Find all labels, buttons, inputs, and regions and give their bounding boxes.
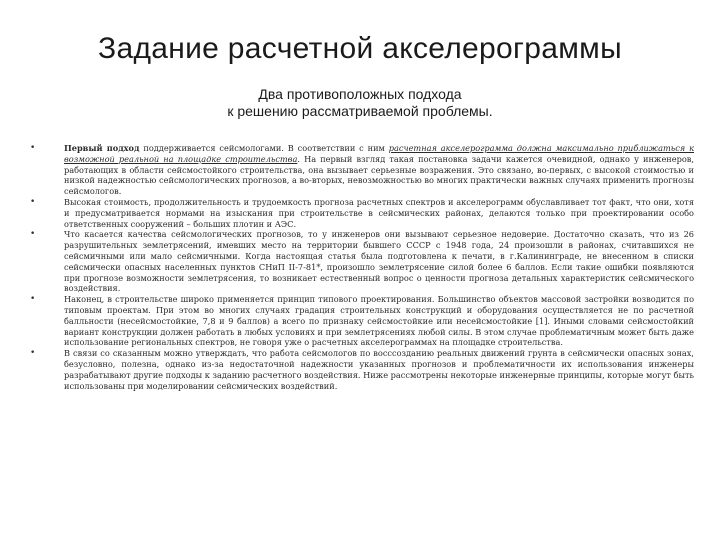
bullet-dot-icon: • [30, 294, 36, 305]
bullet-dot-icon: • [30, 143, 36, 153]
bullet-item-cost [28, 197, 694, 229]
bullet-dot-icon: • [30, 229, 36, 240]
slide-title: Задание расчетной акселерограммы [98, 32, 622, 65]
bullet-text-a: поддерживается сейсмологами. В соответствии с ним [139, 143, 389, 153]
bullet-item-quality [28, 229, 694, 294]
bullet-item-first-approach [28, 143, 694, 197]
bullet-dot-icon: • [30, 196, 36, 207]
bullet-emphasis: расчетная акселерограмма должна максимально приближаться к возможной реальной на площадке строительства [64, 143, 694, 164]
bullet-lead-bold: Первый подход [64, 143, 140, 153]
bullet-text: В связи со сказанным можно утверждать, что работа сейсмологов по восссозданию реальных движений грунта в сейсмически опасных зонах, безусловно, полезна, однако из-за недостаточной надежности указанных прогнозов и проблематичности их использования инженеры разрабатывают другие подходы к заданию расчетного воздействия. Ниже рассмотрены некоторые инженерные принципы, которые могут быть использованы при моделировании сейсмических воздействий. [64, 348, 694, 391]
bullet-text: Высокая стоимость, продолжительность и трудоемкость прогноза расчетных спектров и акселерограмм обуславливает тот факт, что они, хотя и предусматривается нормами на изыскания при строительстве в сейсмических районах, делаются только при проектировании особо ответственных сооружений – больших плотин и АЭС. [64, 196, 694, 229]
bullet-dot-icon: • [30, 348, 36, 359]
subtitle-line-1: Два противоположных подхода [258, 86, 462, 102]
slide-subtitle [0, 86, 720, 120]
bullet-text: Что касается качества сейсмологических прогнозов, то у инженеров они вызывают серьезное недоверие. Достаточно сказать, что из 26 разрушительных землетрясений, имевших место на территории бывшего СССР с 1948 года, 24 произошли в районах, считавшихся не сейсмичными или мало сейсмичными. Когда настоящая статья была подготовлена к печати, в г.Калининграде, не внесенном в списки сейсмически опасных населенных пунктов СНиП II-7-81*, произошло землетрясение силой более 6 баллов. Если такие ошибки появляются при прогнозе возможности землетрясения, то возникает естественный вопрос о ценности прогноза детальных характеристик сейсмического воздействия. [64, 229, 694, 294]
bullet-item-conclusion [28, 348, 694, 391]
subtitle-line-2: к решению рассматриваемой проблемы. [227, 103, 493, 119]
bullet-item-typical-design [28, 294, 694, 348]
bullet-text: Наконец, в строительстве широко применяется принцип типового проектирования. Большинство объектов массовой застройки возводится по типовым проектам. При этом во многих случаях градация строительных конструкций и оборудования осуществляется не по расчетной балльности (несейсмостойкие, 7,8 и 9 баллов) а всего по признаку сейсмостойкие или несейсмостойкие [1]. Иными словами сейсмостойкий вариант конструкции должен работать в любых условиях и при землетрясениях любой силы. В этом случае проблематичным может быть даже использование региональных спектров, не говоря уже о расчетных акселерограммах на площадке строительства. [64, 294, 694, 348]
bullet-list [28, 143, 694, 391]
bullet-text-b: . На первый взгляд такая постановка задачи кажется очевидной, однако у инженеров, работающих в области сейсмостойкого строительства, она вызывает серьезные возражения. Это связано, во-первых, с высокой стоимостью и низкой надежностью сейсмологических прогнозов, а во-вторых, невозможностью во многих практически важных случаях применить прогнозы сейсмологов. [64, 153, 694, 197]
